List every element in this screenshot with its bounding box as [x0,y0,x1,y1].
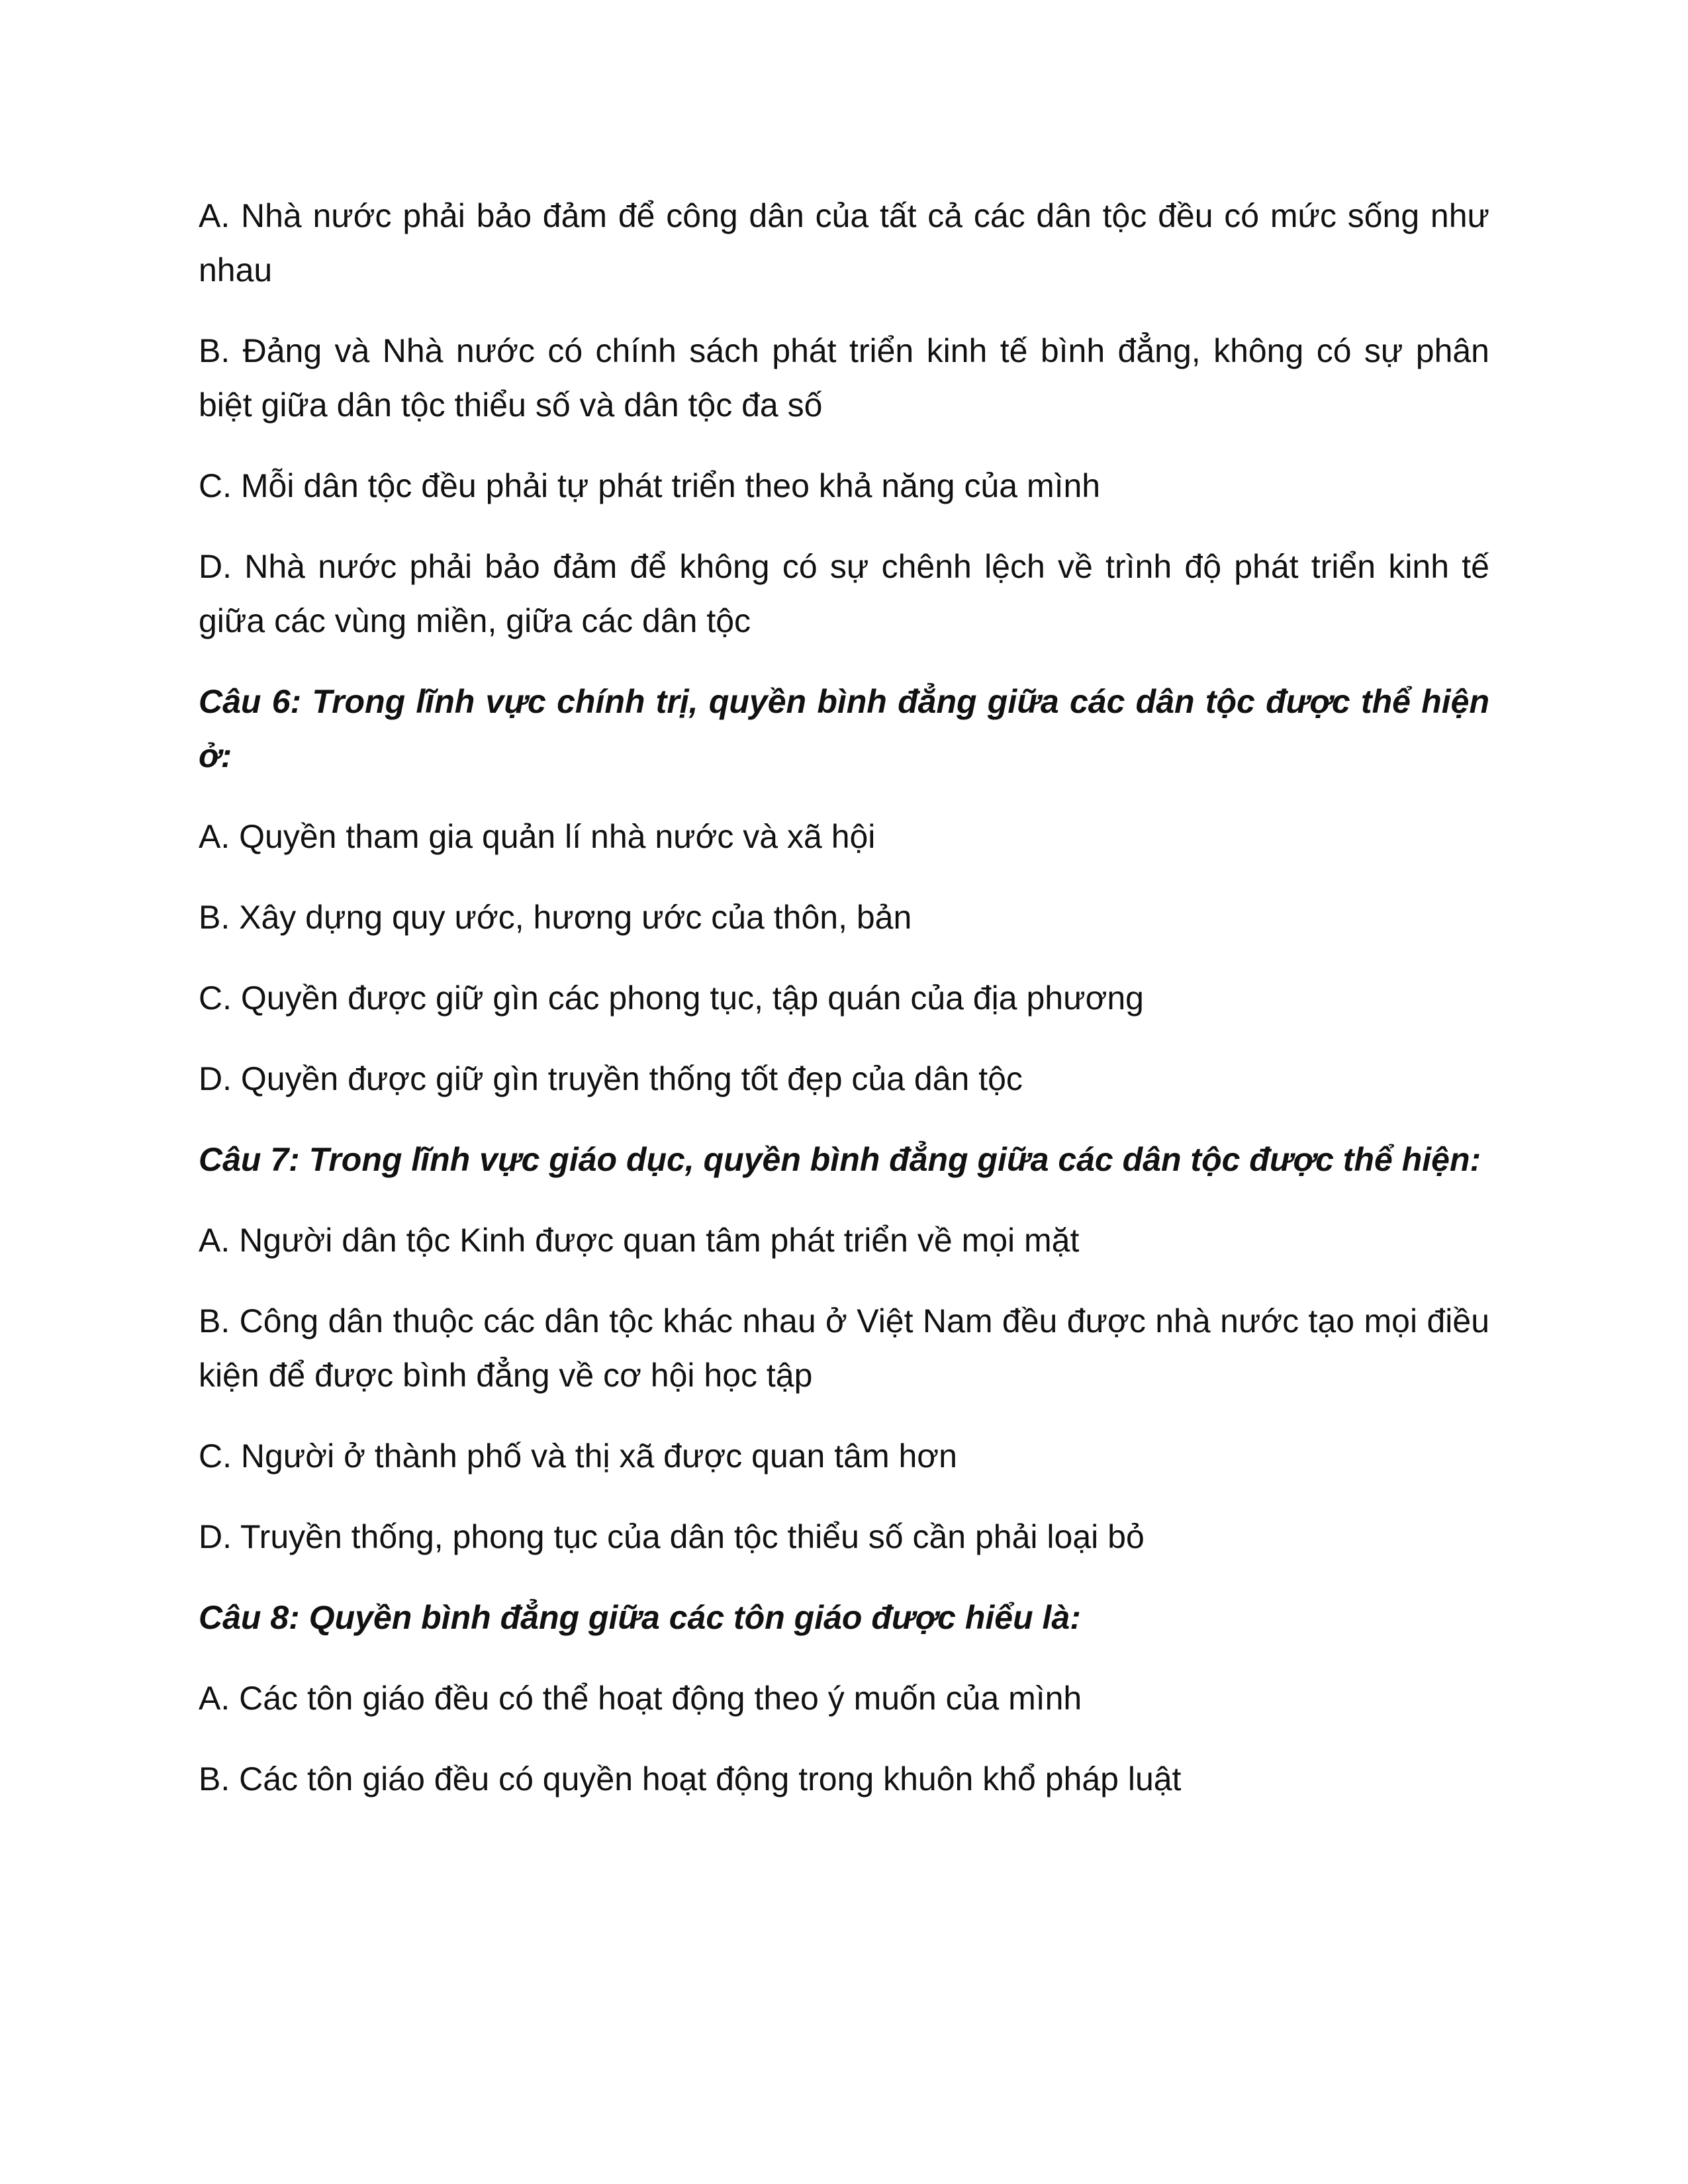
question-8-option-a: A. Các tôn giáo đều có thể hoạt động theo ý muốn của mình [199,1680,1082,1717]
question-6-option-d: D. Quyền được giữ gìn truyền thống tốt đẹp của dân tộc [199,1060,1023,1097]
question-7-title: Câu 7: Trong lĩnh vực giáo dục, quyền bình đẳng giữa các dân tộc được thể hiện: [199,1141,1481,1178]
question-7-option-c: C. Người ở thành phố và thị xã được quan tâm hơn [199,1437,957,1475]
document-body [199,189,1489,1833]
question-6-option-a: A. Quyền tham gia quản lí nhà nước và xã hội [199,818,876,855]
question-8-title: Câu 8: Quyền bình đẳng giữa các tôn giáo được hiểu là: [199,1599,1081,1636]
question-8-option-b: B. Các tôn giáo đều có quyền hoạt động trong khuôn khổ pháp luật [199,1760,1182,1797]
option-prev-b: B. Đảng và Nhà nước có chính sách phát triển kinh tế bình đẳng, không có sự phân biệt giữa dân tộc thiểu số và dân tộc đa số [199,332,1489,424]
question-6-title: Câu 6: Trong lĩnh vực chính trị, quyền bình đẳng giữa các dân tộc được thể hiện ở: [199,683,1489,774]
question-7-option-a: A. Người dân tộc Kinh được quan tâm phát triển về mọi mặt [199,1222,1080,1259]
question-6-option-c: C. Quyền được giữ gìn các phong tục, tập quán của địa phương [199,979,1144,1017]
question-7-option-d: D. Truyền thống, phong tục của dân tộc thiểu số cần phải loại bỏ [199,1518,1145,1555]
question-7-option-b: B. Công dân thuộc các dân tộc khác nhau ở Việt Nam đều được nhà nước tạo mọi điều kiện để được bình đẳng về cơ hội học tập [199,1302,1489,1394]
option-prev-a: A. Nhà nước phải bảo đảm để công dân của tất cả các dân tộc đều có mức sống như nhau [199,197,1489,289]
question-6-option-b: B. Xây dựng quy ước, hương ước của thôn, bản [199,899,912,936]
option-prev-c: C. Mỗi dân tộc đều phải tự phát triển theo khả năng của mình [199,467,1101,504]
option-prev-d: D. Nhà nước phải bảo đảm để không có sự chênh lệch về trình độ phát triển kinh tế giữa các vùng miền, giữa các dân tộc [199,548,1489,639]
